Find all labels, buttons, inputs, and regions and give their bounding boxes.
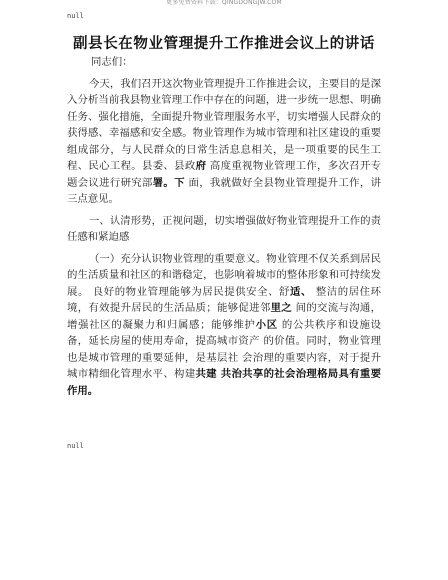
section-heading-1: 一、认清形势，正视问题，切实增强做好物业管理提升工作的责任感和紧迫感 xyxy=(67,214,381,243)
paragraph-2-bold-2: 里之 xyxy=(270,302,292,314)
document-title: 副县长在物业管理提升工作推进会议上的讲话 xyxy=(73,36,375,52)
paragraph-2 xyxy=(67,251,381,400)
greeting: 同志们： xyxy=(91,56,133,68)
paragraph-2-text-a: （一）充分认识物业管理的重要意义。物业管理不仅关系到居民的生活质量和社区的和谐稳定，也影响着城市的整体形象和可持续发展。 良好的物业管理能够为居民提供安全、舒 xyxy=(67,252,381,298)
document-body xyxy=(67,54,381,404)
paragraph-1-bold-1: 府 xyxy=(195,160,207,172)
paragraph-2-bold-4: 共建 共治共享的社会治理格局具有重要作用。 xyxy=(67,368,381,397)
top-banner: 更多免费资料下载：QINGDONGJW.COM xyxy=(166,0,282,6)
paragraph-1-text-a: 今天，我们召开这次物业管理提升工作推进会议，主要目的是深入分析当前我县物业管理工作中存在的问题，进一步统一思想、明确任务、强化措施，全面提升物业管理服务水平，切实增强人民群众的获得感、幸福感和安全感。物业管理作为城市管理和社区建设的重要组成部分，与人民群众的日常生活息息相关，是一项重要的民生工程、民心工程。县委、县政 xyxy=(67,77,381,172)
paragraph-1 xyxy=(67,76,381,208)
paragraph-2-text-d: 间的交流与沟通，增强社区的凝聚力和归属感；能够维护 xyxy=(67,302,382,331)
paragraph-1-text-d: 面，我就做好全县物业管理提升工作，讲三点意见。 xyxy=(67,176,382,205)
null-marker-bottom: null xyxy=(67,442,84,450)
paragraph-1-bold-2: 署。下 xyxy=(152,176,185,189)
paragraph-2-text-e: 的公共秩序和设施设备，延长房屋的使用寿命，提高城市资产 的价值。同时，物业管理也是城市管理的重要延伸，是基层社 会治理的重要内容，对于提升城市精细化管理水平、构建 xyxy=(67,318,382,380)
paragraph-2-bold-3: 小区 xyxy=(255,318,278,331)
paragraph-2-text-c: 整洁的居住环境，有效提升居民的生活品质；能够促进邻 xyxy=(67,285,382,314)
paragraph-1-text-c: 高度重视物业管理工作，多次召开专题会议进行研究部 xyxy=(67,160,381,189)
null-marker-top: null xyxy=(67,12,84,20)
paragraph-2-bold-1: 适、 xyxy=(290,285,312,298)
